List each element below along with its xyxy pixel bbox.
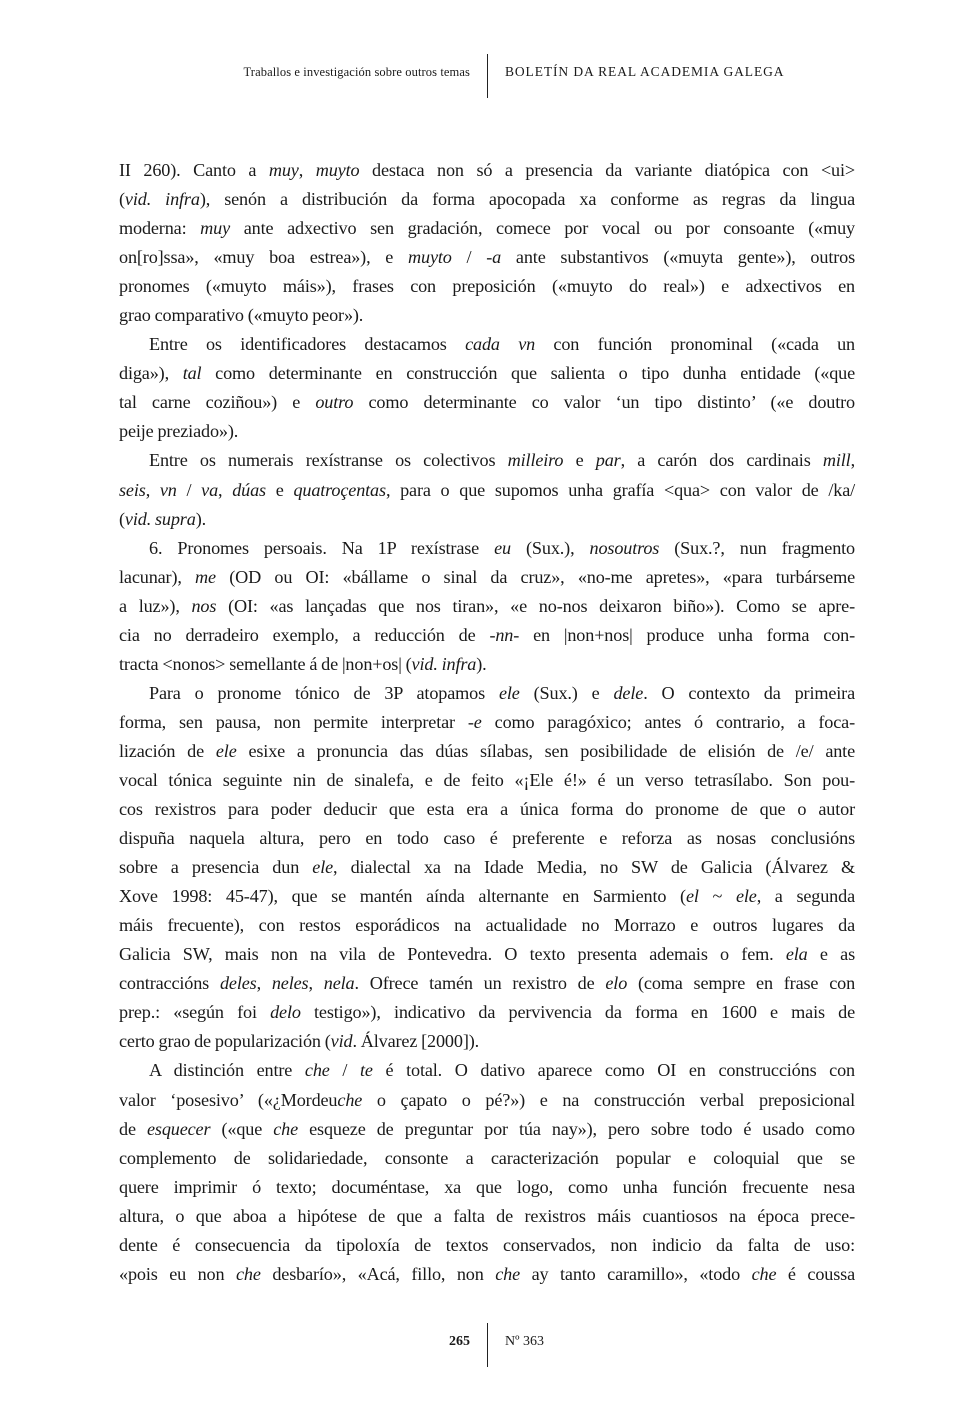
italic-term: me <box>195 566 216 587</box>
italic-term: che <box>495 1263 521 1284</box>
text-line: 6. Pronomes persoais. Na 1P rexístrase eu (Sux.), nosoutros (Sux.?, nun fragmento <box>149 537 855 558</box>
text-line: dispuña naquela altura, pero en todo caso é preferente e reforza as nosas conclusións <box>119 828 855 849</box>
italic-term: seis <box>119 479 146 500</box>
italic-term: mill <box>822 450 851 471</box>
page-footer <box>0 1317 975 1367</box>
italic-term: esquecer <box>146 1118 211 1139</box>
header-divider <box>487 54 488 98</box>
text-line: lización de ele esixe a pronuncia das dúas sílabas, sen posibilidade de elisión de /e/ ante <box>119 740 856 761</box>
italic-term: vn <box>159 479 177 500</box>
text-line: máis frecuente), con restos esporádicos na actualidade no Morrazo e outros lugares da <box>119 915 855 936</box>
italic-term: che <box>337 1089 363 1110</box>
italic-term: che <box>304 1060 330 1081</box>
italic-term: eu <box>494 537 511 558</box>
text-line: complemento de solidariedade, consonte a caracterización popular e coloquial que se <box>119 1147 855 1168</box>
text-line: Galicia SW, mais non na vila de Pontevedra. O texto presenta ademais o fem. ela e as <box>119 944 855 965</box>
italic-term: che <box>751 1263 777 1284</box>
text-line: Xove 1998: 45-47), que se mantén aínda alternante en Sarmiento (el ~ ele, a segunda <box>119 886 855 907</box>
italic-term: nosoutros <box>589 537 660 558</box>
text-line: contraccións deles, neles, nela. Ofrece tamén un rexistro de elo (coma sempre en frase con <box>119 973 856 994</box>
text-line: (vid. supra). <box>119 508 206 529</box>
italic-term: che <box>236 1263 261 1284</box>
italic-term: -nn- <box>489 624 520 645</box>
italic-term: dele <box>613 682 644 703</box>
text-line: Para o pronome tónico de 3P atopamos ele (Sux.) e dele. O contexto da primeira <box>149 682 855 703</box>
text-line: A distinción entre che / te é total. O dativo aparece como OI en construccións con <box>149 1060 855 1081</box>
italic-term: milleiro <box>507 450 564 471</box>
page-number: 265 <box>449 1334 470 1349</box>
text-line: cos rexistros para poder deducir que esta era a única forma do pronome de que o autor <box>119 799 855 820</box>
italic-term: nos <box>191 595 217 616</box>
text-line: tal carne coziñou») e outro como determinante co valor ‘un tipo distinto’ («e doutro <box>119 392 855 413</box>
italic-term: elo <box>605 973 628 994</box>
text-line: prep.: «según foi delo testigo»), indicativo da pervivencia da forma en 1600 e mais de <box>119 1002 855 1023</box>
italic-term: neles <box>271 973 309 994</box>
italic-term: va <box>201 479 219 500</box>
text-line: II 260). Canto a muy, muyto destaca non só a presencia da variante diatópica con <ui> <box>119 160 856 180</box>
italic-term: che <box>273 1118 299 1139</box>
italic-term: delo <box>270 1002 301 1023</box>
italic-term: el <box>685 886 699 907</box>
text-line: Entre os identificadores destacamos cada vn con función pronominal («cada un <box>149 334 855 355</box>
issue-number: Nº 363 <box>505 1334 544 1349</box>
italic-term: muyto <box>408 247 452 268</box>
text-line: «pois eu non che desbarío», «Acá, fillo, non che ay tanto caramillo», «todo che é coussa <box>119 1263 855 1284</box>
body-text <box>119 156 855 1289</box>
text-line: altura, o que aboa a hipótese de que a falta de rexistros máis cuantiosos na época prece- <box>119 1205 855 1226</box>
italic-term: outro <box>315 392 354 413</box>
text-line: lacunar), me (OD ou OI: «bállame o sinal da cruz», «no-me apretes», «para turbárseme <box>119 566 856 587</box>
italic-term: vid <box>330 1031 353 1052</box>
text-line: diga»), tal como determinante en construcción que salienta o tipo dunha entidade («que <box>119 363 856 384</box>
italic-term: tal <box>182 363 202 384</box>
italic-term: vid. supra <box>124 508 196 529</box>
section-title: Traballos e investigación sobre outros temas <box>243 65 470 79</box>
text-line: peije preziado»). <box>119 421 239 442</box>
text-line: certo grao de popularización (vid. Álvarez [2000]). <box>119 1031 480 1052</box>
journal-title: BOLETÍN DA REAL ACADEMIA GALEGA <box>505 64 785 79</box>
italic-term: vid. infra <box>124 189 200 210</box>
text-line: sobre a presencia dun ele, dialectal xa na Idade Media, no SW de Galicia (Álvarez & <box>119 857 855 878</box>
italic-term: ele <box>215 740 237 761</box>
text-line: vocal tónica seguinte nin de sinalefa, e de feito «¡Ele é!» é un verso tetrasílabo. Son pou- <box>119 769 855 790</box>
italic-term: te <box>359 1060 373 1081</box>
italic-term: cada vn <box>465 334 536 355</box>
text-line: quere imprimir ó texto; documéntase, xa que logo, como unha función frecuente nesa <box>119 1176 855 1197</box>
text-line: moderna: muy ante adxectivo sen gradación, comece por vocal ou por consoante («muy <box>119 218 855 239</box>
italic-term: dúas <box>232 479 266 500</box>
italic-term: -e <box>467 711 482 732</box>
italic-term: ele <box>312 857 334 878</box>
running-head <box>0 52 975 100</box>
text-line: forma, sen pausa, non permite interpretar -e como paragóxico; antes ó contrario, a foca- <box>119 711 855 732</box>
italic-term: deles <box>219 973 257 994</box>
text-line: Entre os numerais rexístranse os colectivos milleiro e par, a carón dos cardinais mill, <box>149 450 855 471</box>
italic-term: ele <box>498 682 520 703</box>
text-line: de esquecer («que che esqueze de preguntar por túa nay»), pero sobre todo é usado como <box>119 1118 855 1139</box>
italic-term: vid. infra <box>411 653 477 674</box>
text-line: grao comparativo («muyto peor»). <box>119 305 364 326</box>
text-line: dente é consecuencia da tipoloxía de textos conservados, non indicio da falta de uso: <box>119 1234 855 1255</box>
italic-term: nela <box>323 973 355 994</box>
text-line: pronomes («muyto máis»), frases con preposición («muyto do real») e adxectivos en <box>119 276 855 297</box>
text-line: on[ro]ssa», «muy boa estrea»), e muyto / -a ante substantivos («muyta gente»), outros <box>119 247 856 268</box>
text-line: tracta <nonos> semellante á de |non+os| (vid. infra). <box>119 653 487 674</box>
text-line: valor ‘posesivo’ («¿Mordeuche o çapato o pé?») e na construcción verbal preposicional <box>119 1089 855 1110</box>
italic-term: ela <box>785 944 808 965</box>
text-line: cia no derradeiro exemplo, a reducción de -nn- en |non+nos| produce unha forma con- <box>119 624 855 645</box>
italic-term: muy <box>200 218 231 239</box>
footer-divider <box>487 1323 488 1367</box>
italic-term: muy <box>268 160 299 180</box>
italic-term: par <box>595 450 621 471</box>
italic-term: ele <box>735 886 757 907</box>
text-line: a luz»), nos (OI: «as lançadas que nos tiran», «e no-nos deixaron biño»). Como se apre- <box>119 595 855 616</box>
italic-term: -a <box>486 247 502 268</box>
italic-term: muyto <box>315 160 360 180</box>
text-line: seis, vn / va, dúas e quatroçentas, para o que supomos unha grafía <qua> con valor de /ka/ <box>119 479 856 500</box>
italic-term: quatroçentas <box>293 479 386 500</box>
text-line: (vid. infra), senón a distribución da forma apocopada xa conforme as regras da lingua <box>119 189 856 210</box>
